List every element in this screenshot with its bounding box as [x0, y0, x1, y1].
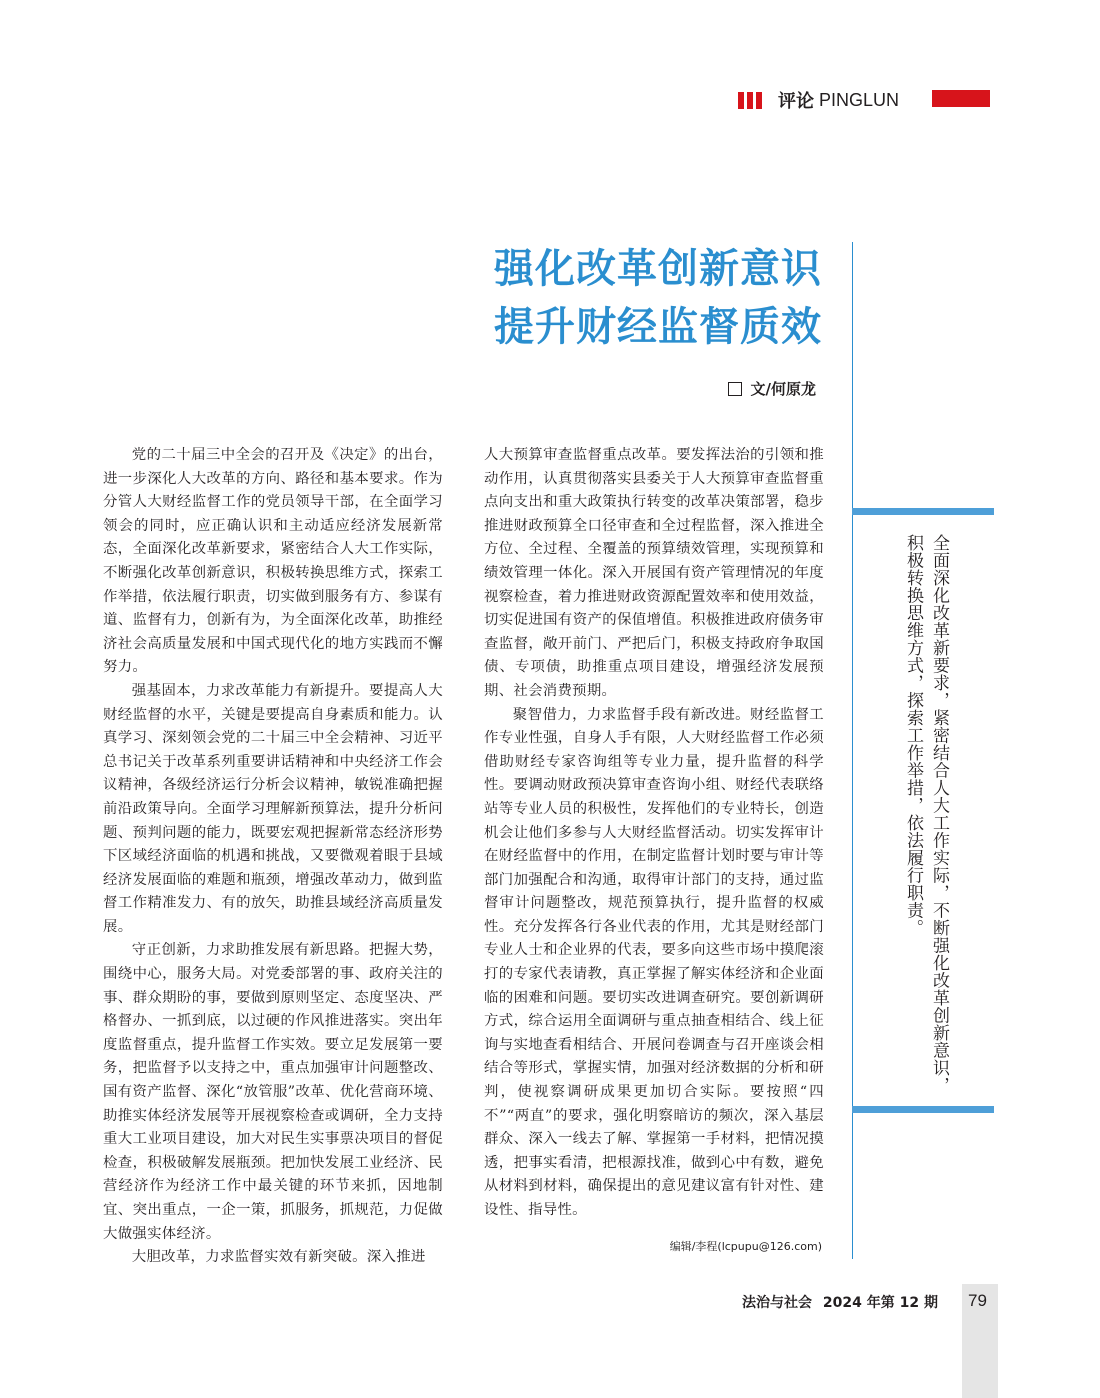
issue-label: 2024 年第 12 期 [822, 1295, 938, 1311]
pull-quote-bar-bottom [852, 1106, 994, 1113]
right-column [484, 444, 824, 1223]
paragraph: 党的二十届三中全会的召开及《决定》的出台，进一步深化人大改革的方向、路径和基本要求。作为分管人大财经监督工作的党员领导干部，在全面学习领会的同时，应正确认识和主动适应经济发展新常态，全面深化改革新要求，紧密结合人大工作实际，不断强化改革创新意识，积极转换思维方式，探索工作举措，依法履行职责，切实做到服务有方、参谋有道、监督有力，创新有为，为全面深化改革，助推经济社会高质量发展和中国式现代化的地方实践而不懈努力。 [103, 447, 443, 676]
byline-box-icon [728, 382, 742, 396]
section-tag-block [932, 90, 990, 107]
footer [736, 1292, 938, 1312]
paragraph: 守正创新，力求助推发展有新思路。把握大势，围绕中心，服务大局。对党委部署的事、政府关注的事、群众期盼的事，要做到原则坚定、态度坚决、严格督办、一抓到底，以过硬的作风推进落实。突出年度监督重点，提升监督工作实效。要立足发展第一要务，把监督予以支持之中，重点加强审计问题整改、国有资产监督、深化“放管服”改革、优化营商环境、助推实体经济发展等开展视察检查或调研，全力支持重大工业项目建设，加大对民生实事票决项目的督促检查，积极破解发展瓶颈。把加快发展工业经济、民营经济作为经济工作中最关键的环节来抓，因地制宜、突出重点，一企一策，抓服务，抓规范，力促做大做强实体经济。 [103, 942, 443, 1242]
title-line-2: 提升财经监督质效 [494, 304, 822, 350]
paragraph: 聚智借力，力求监督手段有新改进。财经监督工作专业性强，自身人手有限，人大财经监督工作必须借助财经专家咨询组等专业力量，提升监督的科学性。要调动财政预决算审查咨询小组、财经代表联络站等专业人员的积极性，发挥他们的专业特长，创造机会让他们多参与人大财经监督活动。切实发挥审计在财经监督中的作用，在制定监督计划时要与审计等部门加强配合和沟通，取得审计部门的支持，通过监督审计问题整改，规范预算执行，提升监督的权威性。充分发挥各行各业代表的作用，尤其是财经部门专业人士和企业界的代表，要多向这些市场中摸爬滚打的专家代表请教，真正掌握了解实体经济和企业面临的困难和问题。要切实改进调查研究。要创新调研方式，综合运用全面调研与重点抽查相结合、线上征询与实地查看相结合、开展问卷调查与召开座谈会相结合等形式，掌握实情，加强对经济数据的分析和研判，使视察调研成果更加切合实际。要按照“四不”“两直”的要求，强化明察暗访的频次，深入基层群众、深入一线去了解、掌握第一手材料，把情况摸透，把事实看清，把根源找准，做到心中有数，避免从材料到材料，确保提出的意见建议富有针对性、建设性、指导性。 [484, 706, 824, 1218]
paragraph: 大胆改革，力求监督实效有新突破。深入推进 [131, 1249, 426, 1266]
pull-quote: 全面深化改革新要求，紧密结合人大工作实际，不断强化改革创新意识，积极转换思维方式，探索工作举措，依法履行职责。 [903, 534, 949, 1094]
magazine-name: 法治与社会 [742, 1295, 813, 1311]
section-tag [738, 90, 899, 110]
section-label-en: PINGLUN [819, 89, 900, 110]
pull-quote-bar-top [852, 508, 994, 515]
editor-note: 编辑/李程(lcpupu@126.com) [669, 1240, 822, 1253]
paragraph: 人大预算审查监督重点改革。要发挥法治的引领和推动作用，认真贯彻落实县委关于人大预算审查监督重点向支出和重大政策执行转变的改革决策部署，稳步推进财政预算全口径审查和全过程监督，深入推进全方位、全过程、全覆盖的预算绩效管理，实现预算和绩效管理一体化。深入开展国有资产管理情况的年度视察检查，着力推进财政资源配置效率和使用效益，切实促进国有资产的保值增值。积极推进政府债务审查监督，敞开前门、严把后门，积极支持政府争取国债、专项债，助推重点项目建设，增强经济发展预期、社会消费预期。 [484, 447, 824, 699]
section-label-cn: 评论 [778, 91, 814, 112]
left-column [103, 444, 443, 1270]
section-tag-bars [738, 92, 762, 109]
article-title [494, 240, 822, 356]
paragraph: 强基固本，力求改革能力有新提升。要提高人大财经监督的水平，关键是要提高自身素质和能力。认真学习、深刻领会党的二十届三中全会精神、习近平总书记关于改革系列重要讲话精神和中央经济工作会议精神，各级经济运行分析会议精神，敏锐准确把握前沿政策导向。全面学习理解新预算法，提升分析问题、预判问题的能力，既要宏观把握新常态经济形势下区域经济面临的机遇和挑战，又要微观着眼于县域经济发展面临的难题和瓶颈，增强改革动力，做到监督工作精准发力、有的放矢，助推县域经济高质量发展。 [103, 682, 443, 935]
title-line-1: 强化改革创新意识 [494, 246, 822, 292]
byline [728, 378, 816, 399]
byline-author: 文/何原龙 [750, 380, 816, 398]
page-number: 79 [968, 1291, 987, 1310]
